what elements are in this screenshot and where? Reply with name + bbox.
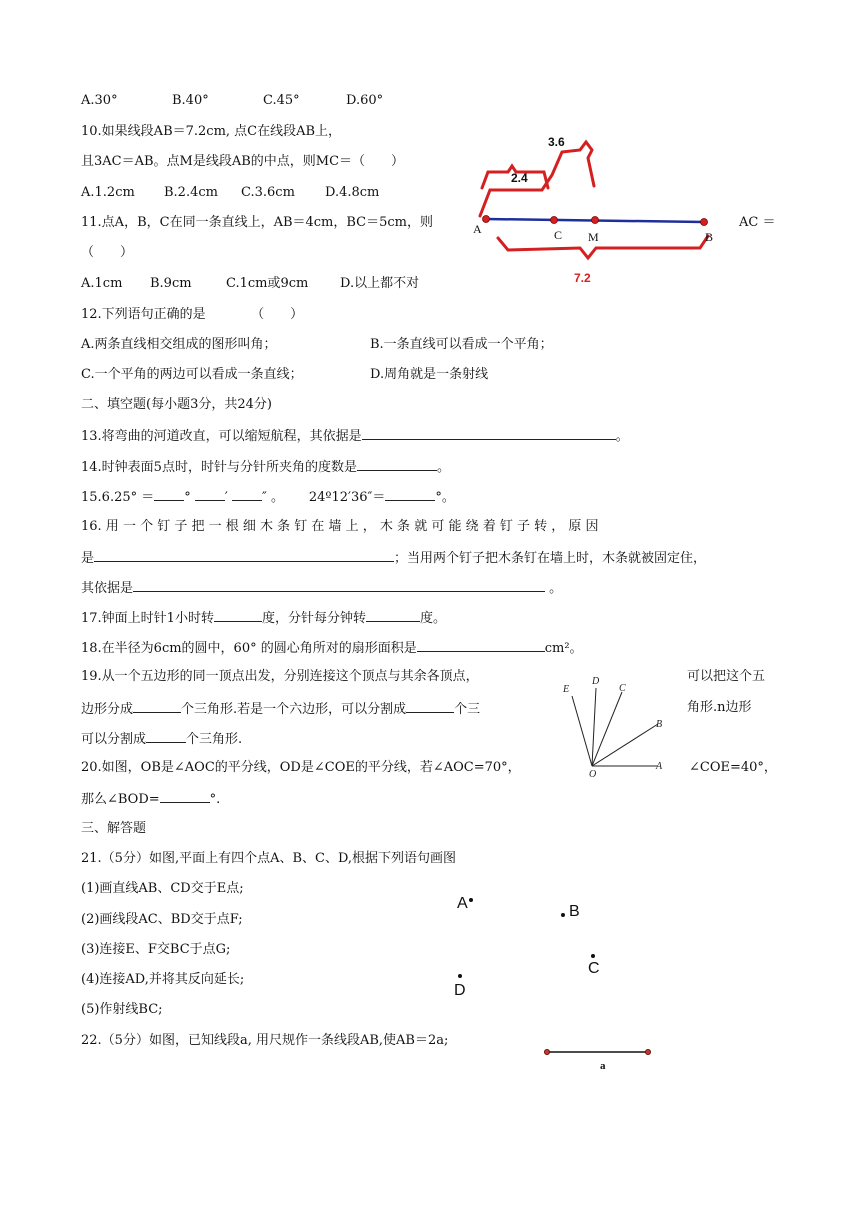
q10-option-a: A.1.2cm [81,185,135,200]
q11-line1: 11.点A，B，C在同一条直线上，AB＝4cm，BC＝5cm，则 [81,215,434,230]
q12-option-c: C.一个平角的两边可以看成一条直线； [81,367,303,382]
q16-line3b: 。 [545,581,563,596]
ray-oc [592,692,622,766]
q11-option-b: B.9cm [150,276,192,291]
q14-blank [357,457,437,471]
q13-blank [362,426,616,440]
q20-line1: 20.如图，OB是∠AOC的平分线，OD是∠COE的平分线，若∠AOC=70°， [81,760,521,775]
point-dot-c [591,954,595,958]
section2-heading: 二、填空题(每小题3分，共24分) [81,397,272,412]
label-a-ray: A [656,761,663,772]
q19-blank-2 [406,699,454,713]
label-o: O [589,769,597,780]
q20-line1-tail: ∠COE=40°， [689,760,777,775]
label-d: D [592,676,600,687]
brace-7-2 [498,236,708,258]
q13 [81,426,629,446]
q15-blank-sec [232,487,262,501]
q10-line2: 且3AC＝AB。点M是线段AB的中点，则MC＝（ ） [81,154,405,169]
label-c: C [554,228,563,242]
label-e: E [563,684,570,695]
q12-stem: 12.下列语句正确的是 （ ） [81,307,304,322]
point-dot-a [469,898,473,902]
point-dot-b [561,913,565,917]
label-a: A [473,222,482,236]
q20-line2 [81,789,220,809]
label-3-6: 3.6 [548,135,565,149]
q15-b: 24º12′36″＝ [308,490,386,505]
q17-blank-1 [214,608,262,622]
q21-stem: 21.（5分）如图,平面上有四个点A、B、C、D,根据下列语句画图 [81,851,457,866]
q21-step-4: (4)连接AD,并将其反向延长; [81,972,245,987]
q15-min: ′ [224,490,228,505]
label-7-2: 7.2 [574,271,591,285]
q15 [81,487,455,507]
q16-blank-2 [133,578,545,592]
q11-option-c: C.1cm或9cm [226,276,309,291]
q10-option-d: D.4.8cm [325,185,380,200]
q19-line3b: 个三角形. [186,732,243,747]
q17 [81,608,446,628]
label-m: M [588,230,599,244]
q12-option-a: A.两条直线相交组成的图形叫角； [81,337,277,352]
q11-tail: AC ＝ [739,215,776,230]
q19-line2a: 边形分成 [81,702,134,717]
point-c [551,217,558,224]
q19-line3 [81,729,242,749]
q10-line1: 10.如果线段AB＝7.2cm, 点C在线段AB上， [81,124,342,139]
q22-stem: 22.（5分）如图，已知线段a, 用尺规作一条线段AB,使AB＝2a; [81,1033,449,1048]
q21-step-3: (3)连接E、F交BC于点G; [81,942,231,957]
q19-line1: 19.从一个五边形的同一顶点出发，分别连接这个顶点与其余各顶点， [81,669,479,684]
q15-deg: ° [184,490,191,505]
ray-ob [592,724,658,766]
q13-text: 13.将弯曲的河道改直，可以缩短航程，其依据是 [81,429,362,444]
q9-option-d: D.60° [346,93,384,108]
q18 [81,638,583,658]
q11-option-d: D.以上都不对 [340,276,420,291]
label-c-ray: C [619,683,626,694]
q15-b-end: °。 [435,490,455,505]
q19-blank-3 [146,729,186,743]
q18-a: 18.在半径为6cm的圆中，60° 的圆心角所对的扇形面积是 [81,641,417,656]
q13-end: 。 [615,429,629,444]
q16-line2b: ；当用两个钉子把木条钉在墙上时，木条就被固定住， [394,551,707,566]
point-label-d: D [454,982,466,999]
q16-line3 [81,578,562,598]
q18-b: cm²。 [544,641,583,656]
q17-blank-2 [366,608,420,622]
q15-a: 15.6.25° ＝ [81,490,155,505]
q19-line2-tail: 角形.n边形 [687,700,752,715]
q14-text: 14.时钟表面5点时，时针与分针所夹角的度数是 [81,460,357,475]
q9-option-a: A.30° [81,93,118,108]
q21-step-2: (2)画线段AC、BD交于点F; [81,912,243,927]
q19-blank-1 [133,699,181,713]
q15-blank-deg [154,487,184,501]
point-label-a: A [457,895,468,912]
q15-sep: 。 [271,490,285,505]
q16-line3a: 其依据是 [81,581,134,596]
q16-blank-1 [94,548,394,562]
point-m [592,217,599,224]
q11-line2: （ ） [81,245,134,260]
q19-line3a: 可以分割成 [81,732,147,747]
q21-step-5: (5)作射线BC; [81,1002,163,1017]
q15-sec: ″ [262,490,267,505]
brace-3-6 [480,142,594,216]
q16-line2a: 是 [81,551,95,566]
q16-line1: 16. 用 一 个 钉 子 把 一 根 细 木 条 钉 在 墙 上 ， 木 条 就 可 能 绕 着 钉 子 转 ， 原 因 [81,519,599,534]
segment-a-label: a [600,1060,606,1072]
segment-a-end [645,1049,650,1054]
angle-figure [558,672,678,780]
q17-a: 17.钟面上时针1小时转 [81,611,214,626]
segment-a-figure [540,1045,656,1073]
q12-option-d: D.周角就是一条射线 [370,367,489,382]
q15-blank-b [385,487,435,501]
q10-option-b: B.2.4cm [164,185,218,200]
q19-line2b: 个三角形.若是一个六边形，可以分割成 [181,702,407,717]
label-2-4: 2.4 [511,171,528,185]
q15-blank-min [195,487,225,501]
point-a [483,216,490,223]
q9-option-c: C.45° [263,93,300,108]
point-label-c: C [588,960,600,977]
point-label-b: B [569,903,580,920]
q21-step-1: (1)画直线AB、CD交于E点; [81,881,244,896]
label-b-ray: B [656,719,663,730]
q19-line2c: 个三 [454,702,481,717]
q14 [81,457,450,477]
label-b: B [705,230,714,244]
q11-option-a: A.1cm [81,276,123,291]
ray-oe [572,696,592,766]
q17-c: 度。 [419,611,446,626]
q20-blank [160,789,210,803]
q9-option-b: B.40° [172,93,209,108]
q20-line2a: 那么∠BOD= [81,792,160,807]
section3-heading: 三、解答题 [81,821,147,836]
q18-blank [417,638,545,652]
point-b [701,219,708,226]
q10-option-c: C.3.6cm [241,185,295,200]
q16-line2 [81,548,706,568]
q19-line2 [81,699,480,719]
segment-figure [468,130,728,290]
q19-line1-tail: 可以把这个五 [687,669,766,684]
q12-option-b: B.一条直线可以看成一个平角； [370,337,553,352]
q20-line2b: °. [209,792,221,807]
point-dot-d [458,974,462,978]
ray-od [592,688,596,766]
segment-a-start [544,1049,549,1054]
q17-b: 度，分针每分钟转 [261,611,366,626]
q14-end: 。 [436,460,450,475]
